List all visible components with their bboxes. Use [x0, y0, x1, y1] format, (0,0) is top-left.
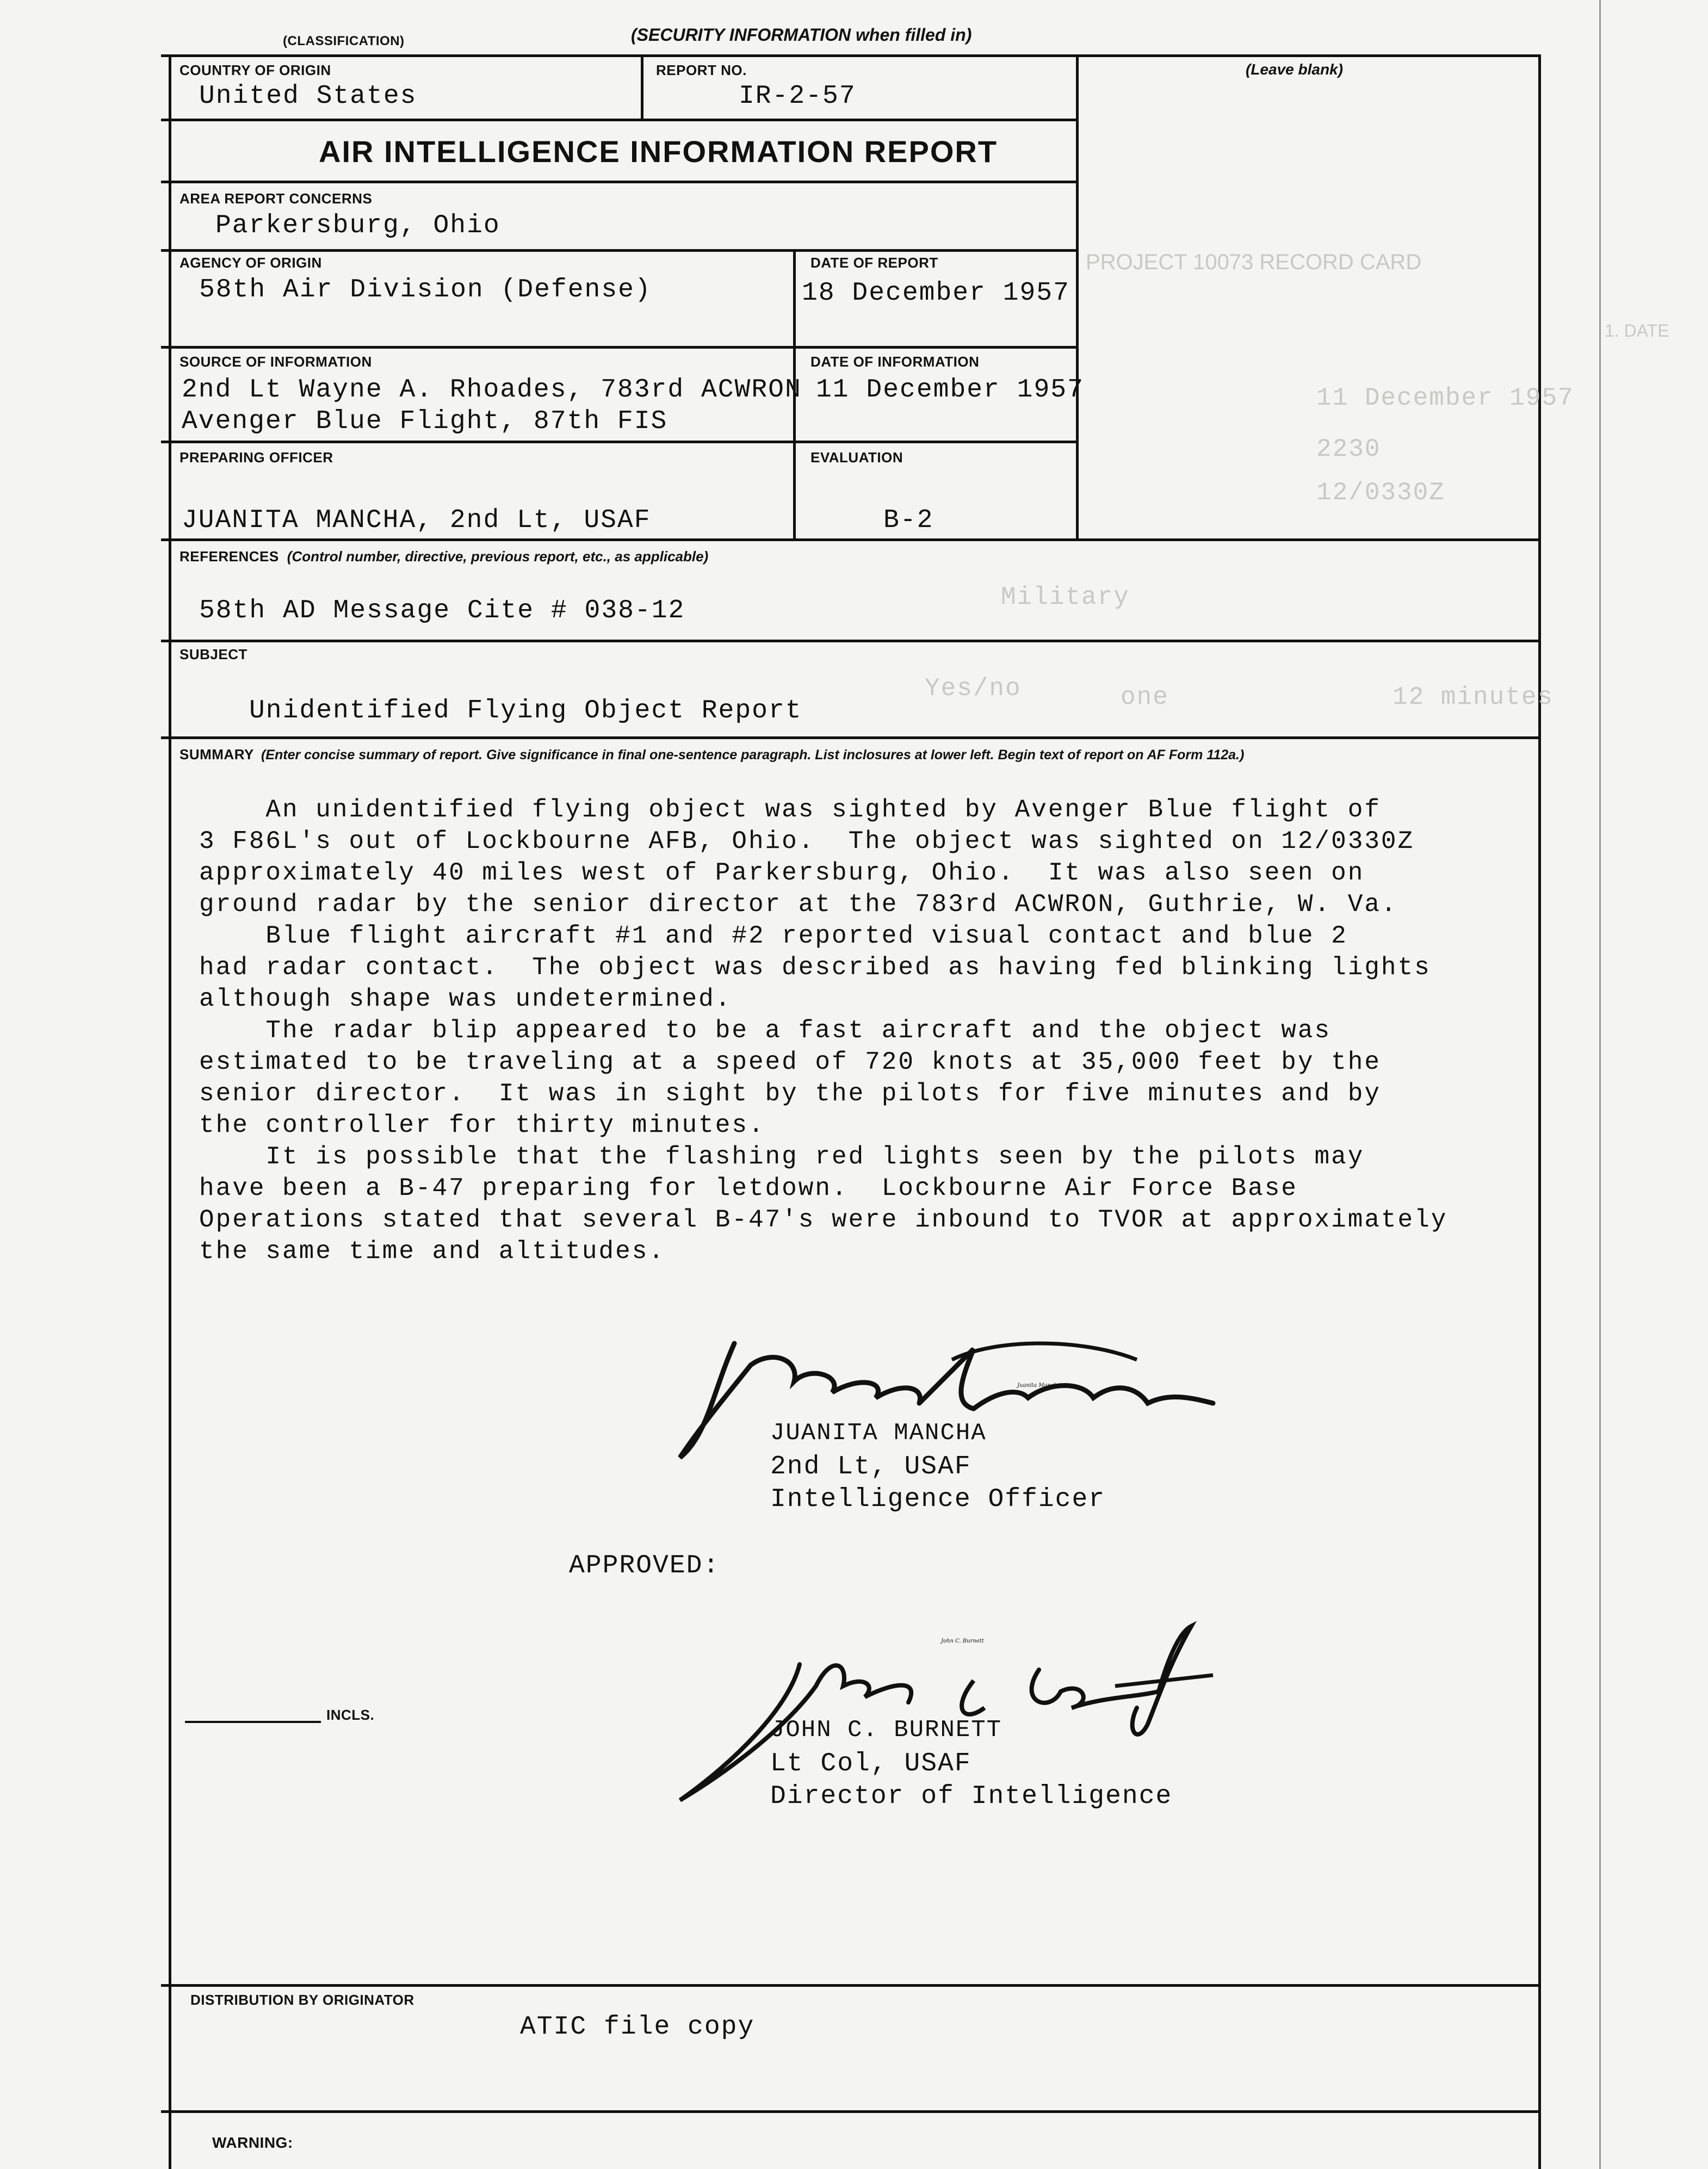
evaluation-value: B-2 [883, 506, 934, 535]
summary-line: estimated to be traveling at a speed of 720 knots at 35,000 feet by the [199, 1048, 1381, 1076]
summary-line: senior director. It was in sight by the pilots for five minutes and by [199, 1080, 1381, 1108]
summary-line: the same time and altitudes. [199, 1237, 665, 1266]
summary-line: It is possible that the flashing red lights seen by the pilots may [199, 1143, 1365, 1171]
ghost-line: one [1121, 683, 1169, 711]
ghost-line: Military [1001, 583, 1130, 611]
source-bottom [161, 441, 1078, 443]
references-bottom [161, 640, 1540, 642]
form-title: AIR INTELLIGENCE INFORMATION REPORT [319, 134, 998, 169]
report-no-value: IR-2-57 [739, 82, 856, 111]
ghost-line: 12 minutes [1393, 683, 1554, 711]
leave-blank-label: (Leave blank) [1246, 61, 1343, 78]
security-note: (SECURITY INFORMATION when filled in) [631, 25, 972, 45]
references-label: REFERENCES [180, 548, 279, 565]
classification-label: (CLASSIFICATION) [283, 34, 405, 48]
subject-bottom [161, 736, 1540, 739]
signer1-rank: 2nd Lt, USAF [770, 1452, 971, 1482]
signer2-title: Director of Intelligence [770, 1782, 1173, 1811]
agency-bottom [161, 346, 1078, 349]
date-of-information-value: 11 December 1957 [816, 375, 1084, 405]
summary-line: An unidentified flying object was sighted by Avenger Blue flight of [199, 796, 1381, 824]
preparing-bottom [161, 538, 1540, 541]
summary-line: The radar blip appeared to be a fast aircraft and the object was [199, 1017, 1332, 1045]
signer1-name: JUANITA MANCHA [770, 1420, 987, 1447]
summary-line: have been a B-47 preparing for letdown. Lockbourne Air Force Base [199, 1174, 1298, 1203]
summary-header [180, 746, 1244, 763]
area-label: AREA REPORT CONCERNS [180, 190, 373, 207]
summary-label: SUMMARY [180, 746, 254, 763]
ghost-heading: PROJECT 10073 RECORD CARD [1086, 250, 1422, 274]
signature-mancha-text: Juanita Mancha [1017, 1383, 1061, 1389]
summary-line: Blue flight aircraft #1 and #2 reported visual contact and blue 2 [199, 922, 1348, 950]
date-of-report-label: DATE OF REPORT [810, 255, 938, 271]
subject-label: SUBJECT [180, 646, 247, 662]
report-no-label: REPORT NO. [656, 62, 747, 78]
date-of-information-label: DATE OF INFORMATION [810, 354, 980, 370]
date-of-report-value: 18 December 1957 [802, 278, 1070, 308]
ghost-line: 1. DATE [1605, 321, 1669, 340]
agency-value: 58th Air Division (Defense) [199, 275, 652, 305]
references-value: 58th AD Message Cite # 038-12 [199, 596, 685, 625]
signer2-name: JOHN C. BURNETT [770, 1716, 1002, 1744]
distribution-top [161, 1984, 1540, 1987]
distribution-value: ATIC file copy [520, 2012, 755, 2042]
source-label: SOURCE OF INFORMATION [180, 354, 372, 370]
summary-body [199, 794, 1447, 1267]
preparing-officer-label: PREPARING OFFICER [180, 449, 333, 466]
signature-burnett-text: John C. Burnett [941, 1638, 984, 1644]
evaluation-label: EVALUATION [810, 449, 903, 466]
summary-line: ground radar by the senior director at the 783rd ACWRON, Guthrie, W. Va. [199, 890, 1398, 919]
summary-line: although shape was undetermined. [199, 985, 732, 1013]
page-edge-line [1599, 0, 1601, 2169]
signer1-title: Intelligence Officer [770, 1485, 1106, 1514]
summary-line: the controller for thirty minutes. [199, 1111, 765, 1139]
row1-bottom [161, 119, 1078, 121]
left-block-right-border [1076, 54, 1079, 541]
country-value: United States [199, 82, 417, 111]
form-left-border [169, 54, 171, 2169]
source-line1: 2nd Lt Wayne A. Rhoades, 783rd ACWRON [182, 375, 802, 405]
preparing-officer-value: JUANITA MANCHA, 2nd Lt, USAF [182, 506, 651, 535]
top-border [161, 54, 1540, 57]
references-header [180, 548, 708, 565]
signer2-rank: Lt Col, USAF [770, 1749, 971, 1778]
summary-line: Operations stated that several B-47's were inbound to TVOR at approximately [199, 1206, 1448, 1234]
distribution-bottom [161, 2110, 1540, 2113]
title-bottom [161, 181, 1078, 183]
subject-value: Unidentified Flying Object Report [249, 696, 802, 726]
ghost-line: 12/0330Z [1316, 479, 1445, 507]
approved-label: APPROVED: [569, 1551, 720, 1581]
agency-label: AGENCY OF ORIGIN [180, 255, 322, 271]
summary-note: (Enter concise summary of report. Give significance in final one-sentence paragraph. List inclosures at lower left. Begin text of report on AF Form 112a.) [261, 747, 1245, 763]
area-bottom [161, 249, 1078, 252]
incls-line [185, 1721, 321, 1723]
references-note: (Control number, directive, previous report, etc., as applicable) [287, 548, 709, 565]
ghost-line: Yes/no [925, 674, 1022, 703]
summary-line: 3 F86L's out of Lockbourne AFB, Ohio. The object was sighted on 12/0330Z [199, 827, 1415, 856]
source-line2: Avenger Blue Flight, 87th FIS [182, 407, 668, 436]
ghost-line: 2230 [1316, 435, 1381, 463]
signature-mancha [669, 1327, 1354, 1468]
ghost-line: 11 December 1957 [1316, 384, 1574, 412]
incls-label: INCLS. [326, 1707, 375, 1723]
warning-label: WARNING: [212, 2134, 293, 2151]
area-value: Parkersburg, Ohio [215, 211, 500, 240]
summary-line: approximately 40 miles west of Parkersburg, Ohio. It was also seen on [199, 859, 1365, 887]
summary-line: had radar contact. The object was described as having fed blinking lights [199, 953, 1431, 982]
form-right-border [1538, 54, 1541, 2169]
distribution-label: DISTRIBUTION BY ORIGINATOR [190, 1992, 414, 2008]
row1-divider [641, 54, 643, 120]
country-label: COUNTRY OF ORIGIN [180, 62, 331, 78]
